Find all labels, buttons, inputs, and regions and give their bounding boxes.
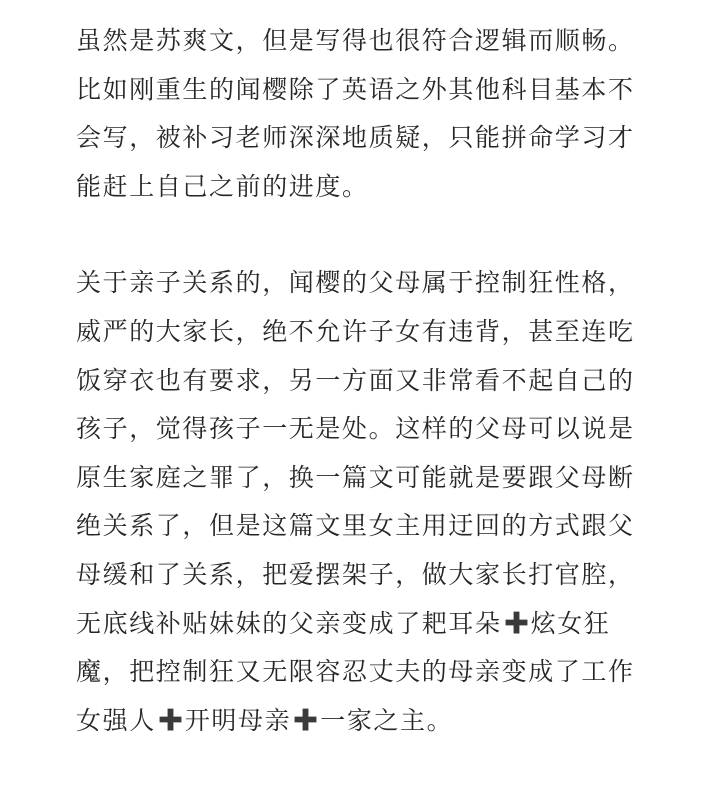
text-line: 绝关系了，但是这篇文里女主用迂回的方式跟父 [76,511,635,541]
text-line-with-icon [76,600,676,649]
text-line: 原生家庭之罪了，换一篇文可能就是要跟父母断 [76,462,635,492]
text-line: 孩子，觉得孩子一无是处。这样的父母可以说是 [76,414,635,444]
text-line: 关于亲子关系的，闻樱的父母属于控制狂性格， [76,268,635,298]
text-line: 威严的大家长，绝不允许子女有违背，甚至连吃 [76,316,635,346]
line-segment: 炫女狂 [530,608,611,638]
line-segment: 女强人 [76,705,156,735]
text-line: 魔，把控制狂又无限容忍丈夫的母亲变成了工作 [76,657,635,687]
heavy-plus-icon [293,707,318,732]
paragraph-1 [76,17,676,211]
text-line: 能赶上自己之前的进度。 [76,171,369,201]
text-line: 虽然是苏爽文，但是写得也很符合逻辑而顺畅。 [76,26,635,55]
text-line-with-icon [76,697,676,746]
text-line: 比如刚重生的闻樱除了英语之外其他科目基本不 [76,74,635,104]
article-body [76,17,676,745]
paragraph-2 [76,259,676,745]
text-line: 饭穿衣也有要求，另一方面又非常看不起自己的 [76,365,635,395]
line-segment: 开明母亲 [184,705,292,735]
line-segment: 一家之主。 [320,705,454,735]
heavy-plus-icon [158,707,183,732]
text-line: 会写，被补习老师深深地质疑，只能拼命学习才 [76,123,635,153]
line-segment: 无底线补贴妹妹的父亲变成了耙耳朵 [76,608,502,638]
text-line: 母缓和了关系，把爱摆架子，做大家长打官腔， [76,559,635,589]
heavy-plus-icon [504,610,529,635]
